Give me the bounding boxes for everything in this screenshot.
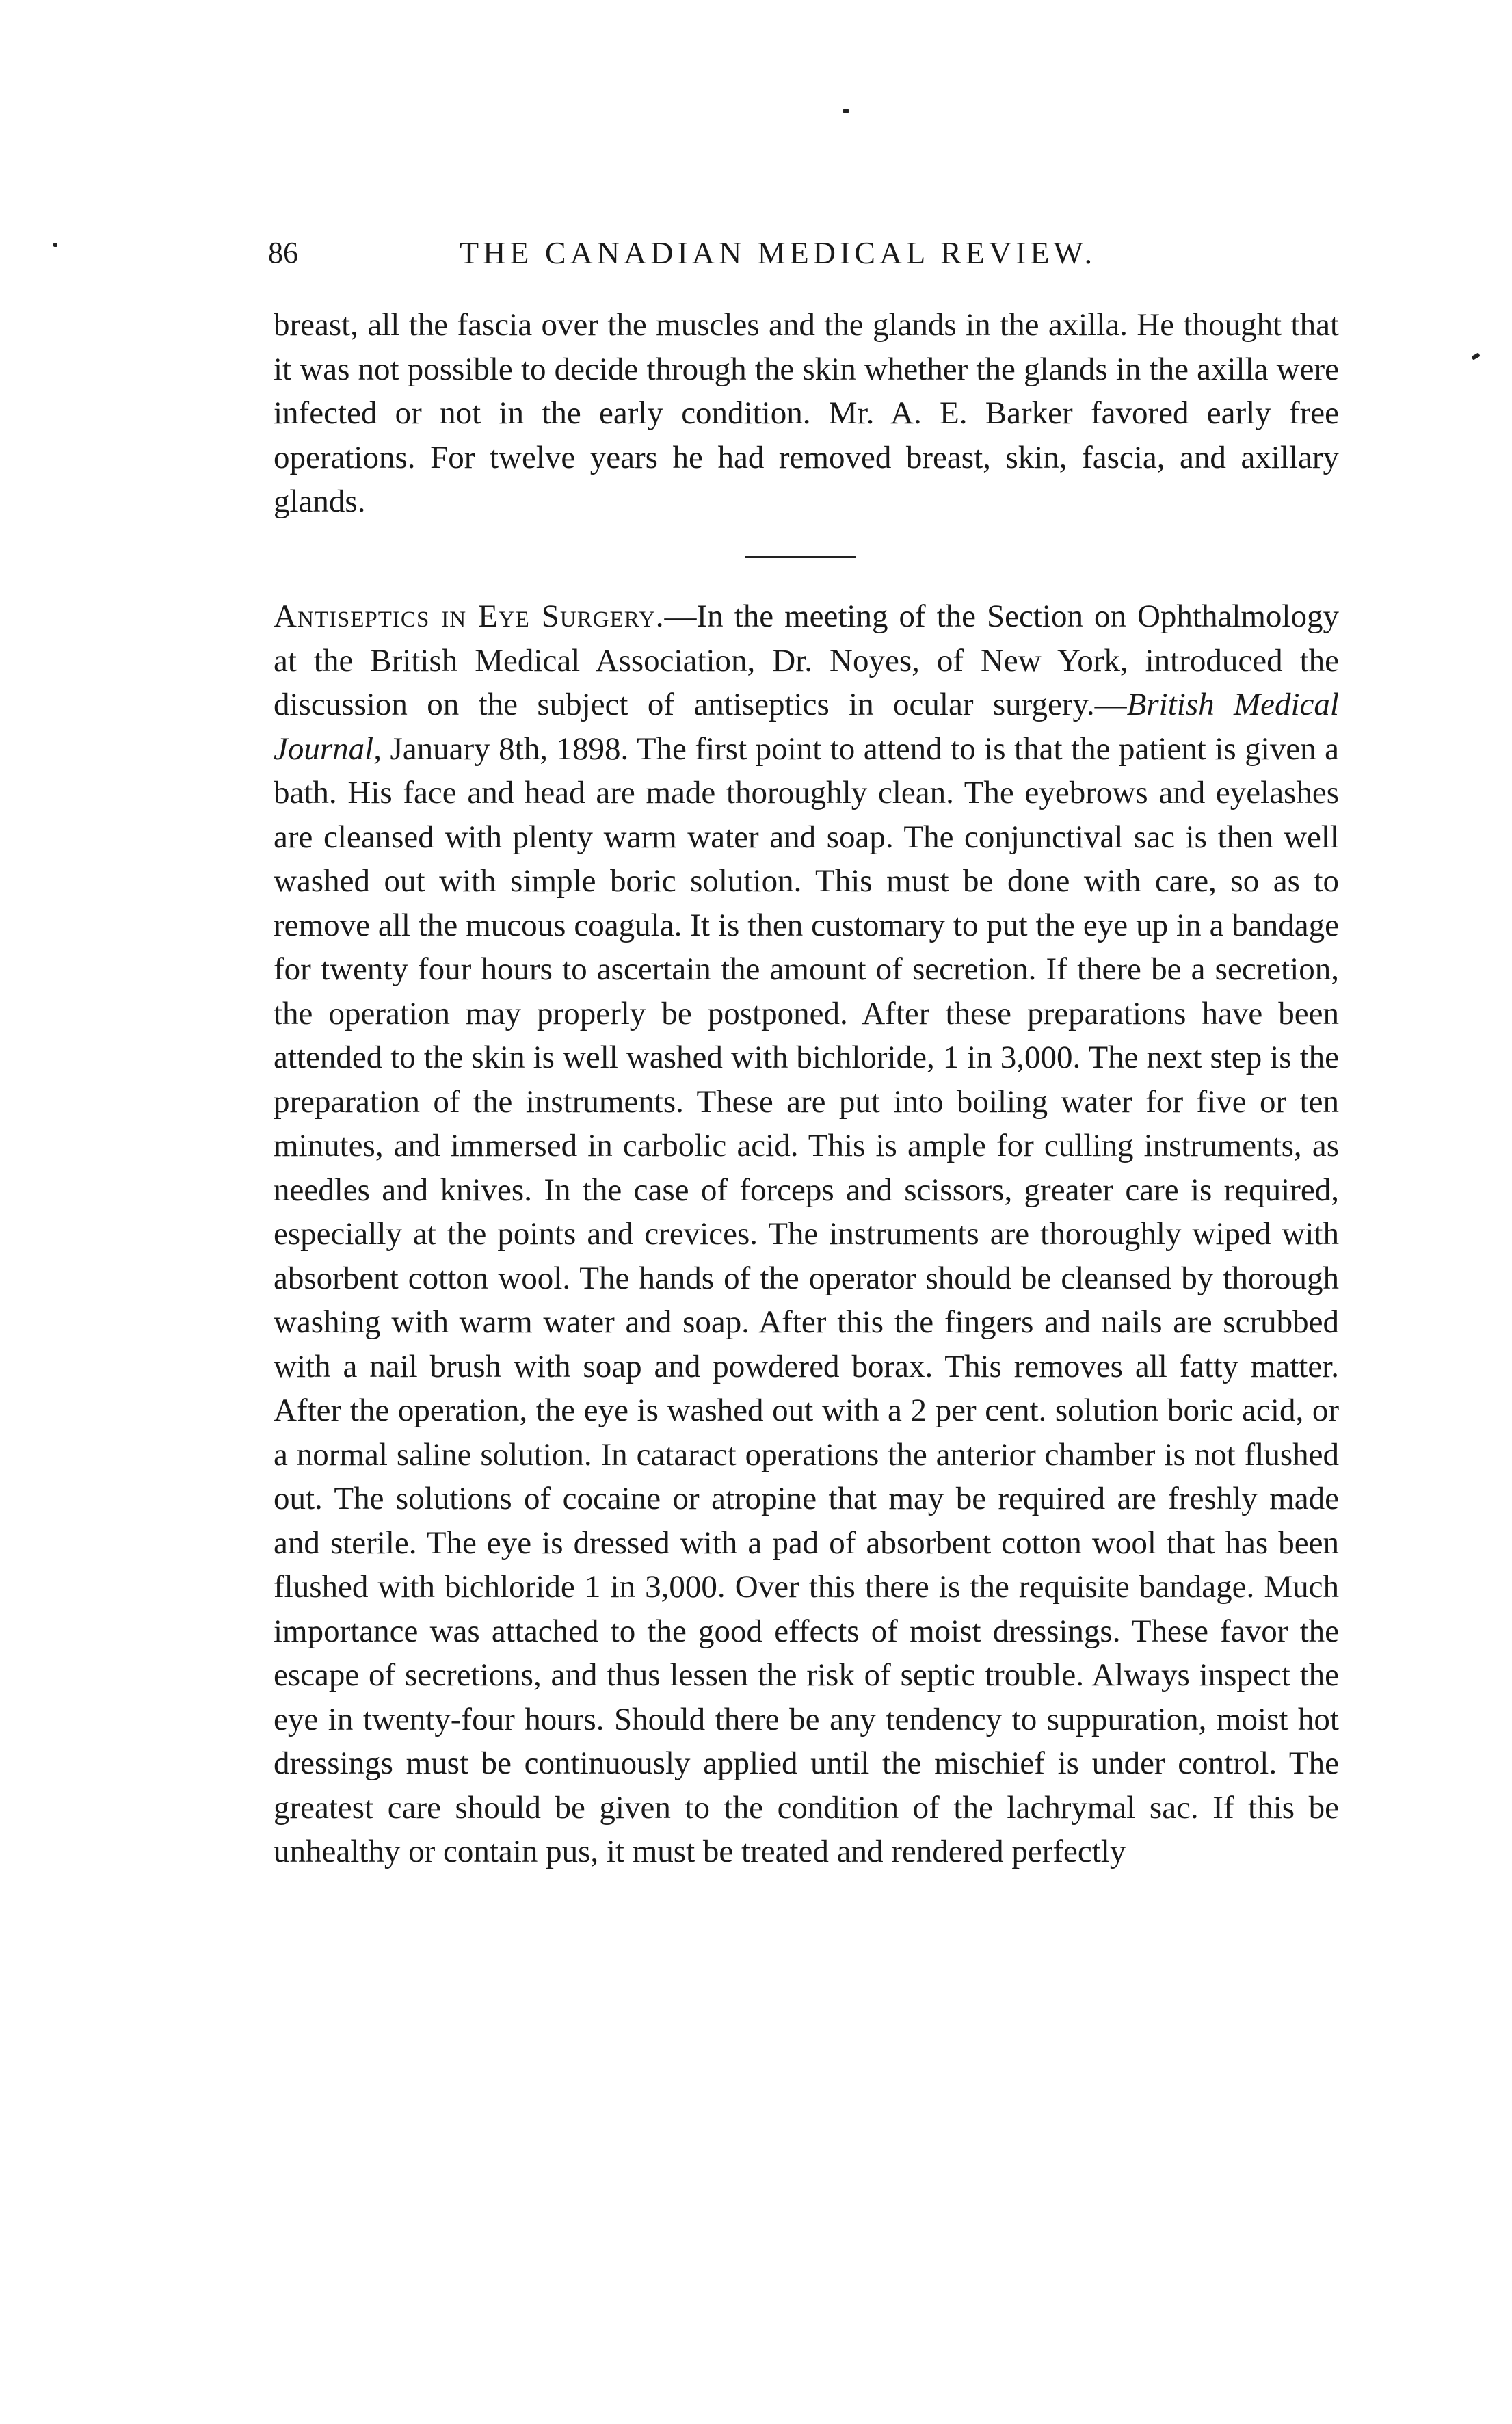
scan-speck: [843, 109, 849, 113]
scan-speck: [1471, 352, 1480, 360]
page-number: 86: [268, 236, 298, 269]
intro-text: —In the meeting of the Section on Ophthalmology at the British Medical Association, Dr. Noyes, of New York, introduced the discussion on the subject of antiseptics in ocular surgery.—: [274, 598, 1339, 722]
running-head: [268, 229, 1340, 277]
scan-speck: [53, 243, 57, 247]
continued-paragraph: breast, all the fascia over the muscles and the glands in the axilla. He thought that it was not possible to decide through the skin whether the glands in the axilla were infected or not in the early condition. Mr. A. E. Barker favored early free operations. For twelve years he had removed breast, skin, fascia, and axillary glands.: [274, 307, 1339, 519]
article-paragraph: [274, 594, 1339, 1874]
journal-citation: British Medical Journal,: [274, 687, 1339, 767]
article-body-text: January 8th, 1898. The first point to attend to is that the patient is given a bath. His face and head are made thoroughly clean. The eyebrows and eyelashes are cleansed with plenty warm water and soap. The conjunctival sac is then well washed out with simple boric solution. This must be done with care, so as to remove all the mucous coagula. It is then customary to put the eye up in a bandage for twenty four hours to ascertain the amount of secretion. If there be a secretion, the operation may properly be postponed. After these preparations have been attended to the skin is well washed with bichloride, 1 in 3,000. The next step is the preparation of the instruments. These are put into boiling water for five or ten minutes, and immersed in carbolic acid. This is ample for culling instruments, as needles and knives. In the case of forceps and scissors, greater care is required, especially at the points and crevices. The instruments are thoroughly wiped with absorbent cotton wool. The hands of the operator should be cleansed by thorough washing with warm water and soap. After this the fingers and nails are scrubbed with a nail brush with soap and powdered borax. This removes all fatty matter. After the operation, the eye is washed out with a 2 per cent. solution boric acid, or a normal saline solution. In cataract operations the anterior chamber is not flushed out. The solutions of cocaine or atropine that may be required are freshly made and sterile. The eye is dressed with a pad of absorbent cotton wool that has been flushed with bichloride 1 in 3,000. Over this there is the requisite bandage. Much importance was attached to the good effects of moist dressings. These favor the escape of secretions, and thus lessen the risk of septic trouble. Always inspect the eye in twenty-four hours. Should there be any tendency to suppuration, moist hot dressings must be continuously applied until the mischief is under control. The greatest care should be given to the condition of the lachrymal sac. If this be unhealthy or contain pus, it must be treated and rendered perfectly: [274, 730, 1339, 1869]
section-divider: [745, 556, 856, 558]
section-heading: Antiseptics in Eye Surgery.: [274, 598, 665, 634]
journal-title: THE CANADIAN MEDICAL REVIEW.: [460, 235, 1097, 270]
